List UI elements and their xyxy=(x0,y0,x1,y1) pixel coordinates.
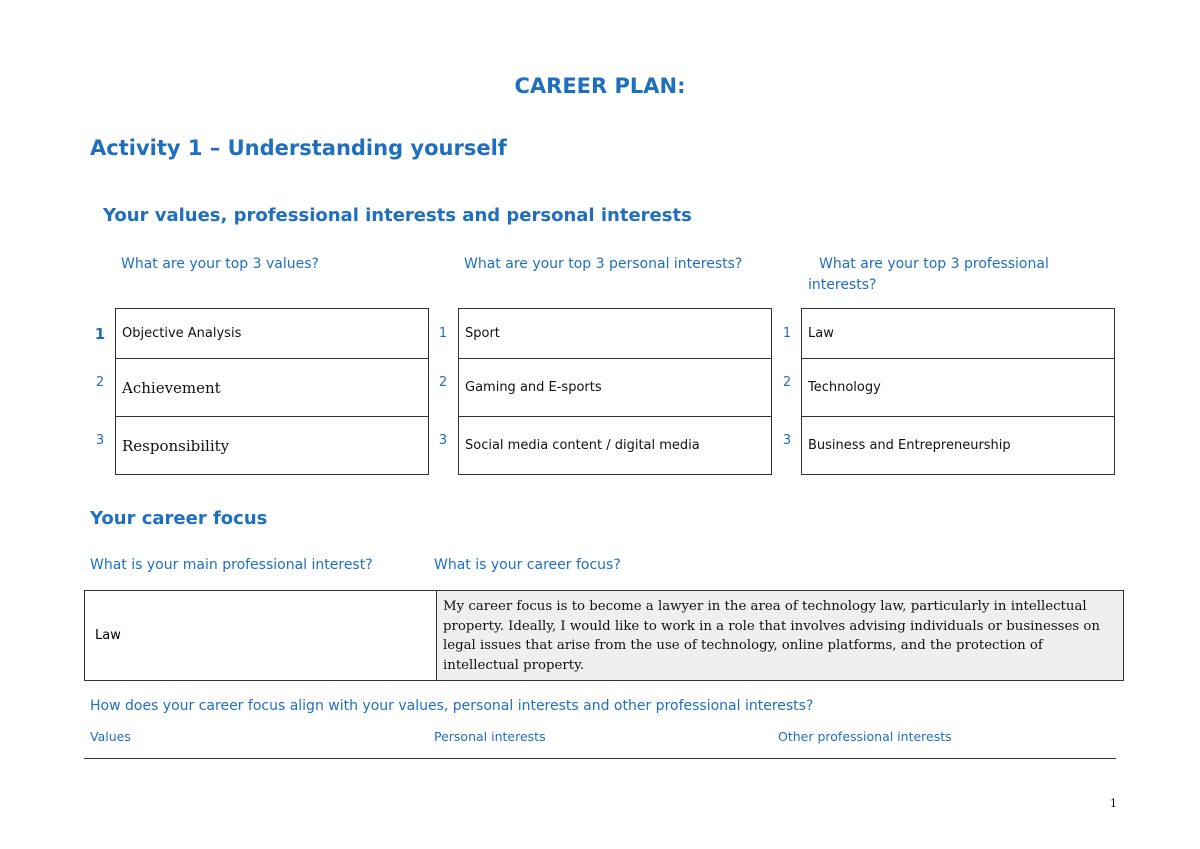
personal-number-2: 2 xyxy=(438,375,448,390)
career-focus-question: What is your career focus? xyxy=(434,557,621,573)
values-number-1: 1 xyxy=(94,325,106,343)
professional-number-3: 3 xyxy=(782,433,792,448)
professional-interests-question-line1: What are your top 3 professional xyxy=(819,256,1049,272)
values-section-heading: Your values, professional interests and personal interests xyxy=(103,205,692,226)
personal-interests-table xyxy=(458,308,772,475)
values-item-3: Responsibility xyxy=(116,417,429,475)
professional-interests-table xyxy=(801,308,1115,475)
personal-item-3: Social media content / digital media xyxy=(459,417,772,475)
personal-item-1: Sport xyxy=(459,309,772,359)
alignment-question: How does your career focus align with your values, personal interests and other professional interests? xyxy=(90,698,814,714)
career-focus-answer: My career focus is to become a lawyer in the area of technology law, particularly in intellectual property. Ideally, I would like to work in a role that involves advising individuals or businesses on legal issues that arise from the use of technology, online platforms, and the protection of intellectual property. xyxy=(437,591,1124,681)
main-interest-answer: Law xyxy=(85,591,437,681)
personal-number-3: 3 xyxy=(438,433,448,448)
professional-number-2: 2 xyxy=(782,375,792,390)
values-table xyxy=(115,308,429,475)
values-number-3: 3 xyxy=(95,433,105,448)
professional-item-1: Law xyxy=(802,309,1115,359)
page-number: 1 xyxy=(1110,797,1117,810)
personal-item-2: Gaming and E-sports xyxy=(459,359,772,417)
activity-title: Activity 1 – Understanding yourself xyxy=(90,136,507,160)
values-number-2: 2 xyxy=(95,375,105,390)
main-interest-question: What is your main professional interest? xyxy=(90,557,373,573)
page-title: CAREER PLAN: xyxy=(514,74,686,98)
table-top-rule xyxy=(84,758,1116,759)
professional-item-2: Technology xyxy=(802,359,1115,417)
career-focus-heading: Your career focus xyxy=(90,508,268,529)
personal-number-1: 1 xyxy=(438,326,448,341)
column-personal-interests: Personal interests xyxy=(434,729,546,744)
professional-interests-question-line2: interests? xyxy=(808,277,877,293)
values-question: What are your top 3 values? xyxy=(121,256,319,272)
professional-item-3: Business and Entrepreneurship xyxy=(802,417,1115,475)
professional-interests-question xyxy=(808,254,1108,296)
professional-number-1: 1 xyxy=(782,326,792,341)
values-item-1: Objective Analysis xyxy=(116,309,429,359)
personal-interests-question: What are your top 3 personal interests? xyxy=(464,256,743,272)
column-other-professional-interests: Other professional interests xyxy=(778,729,952,744)
career-focus-table xyxy=(84,590,1124,681)
values-item-2: Achievement xyxy=(116,359,429,417)
column-values: Values xyxy=(90,729,131,744)
